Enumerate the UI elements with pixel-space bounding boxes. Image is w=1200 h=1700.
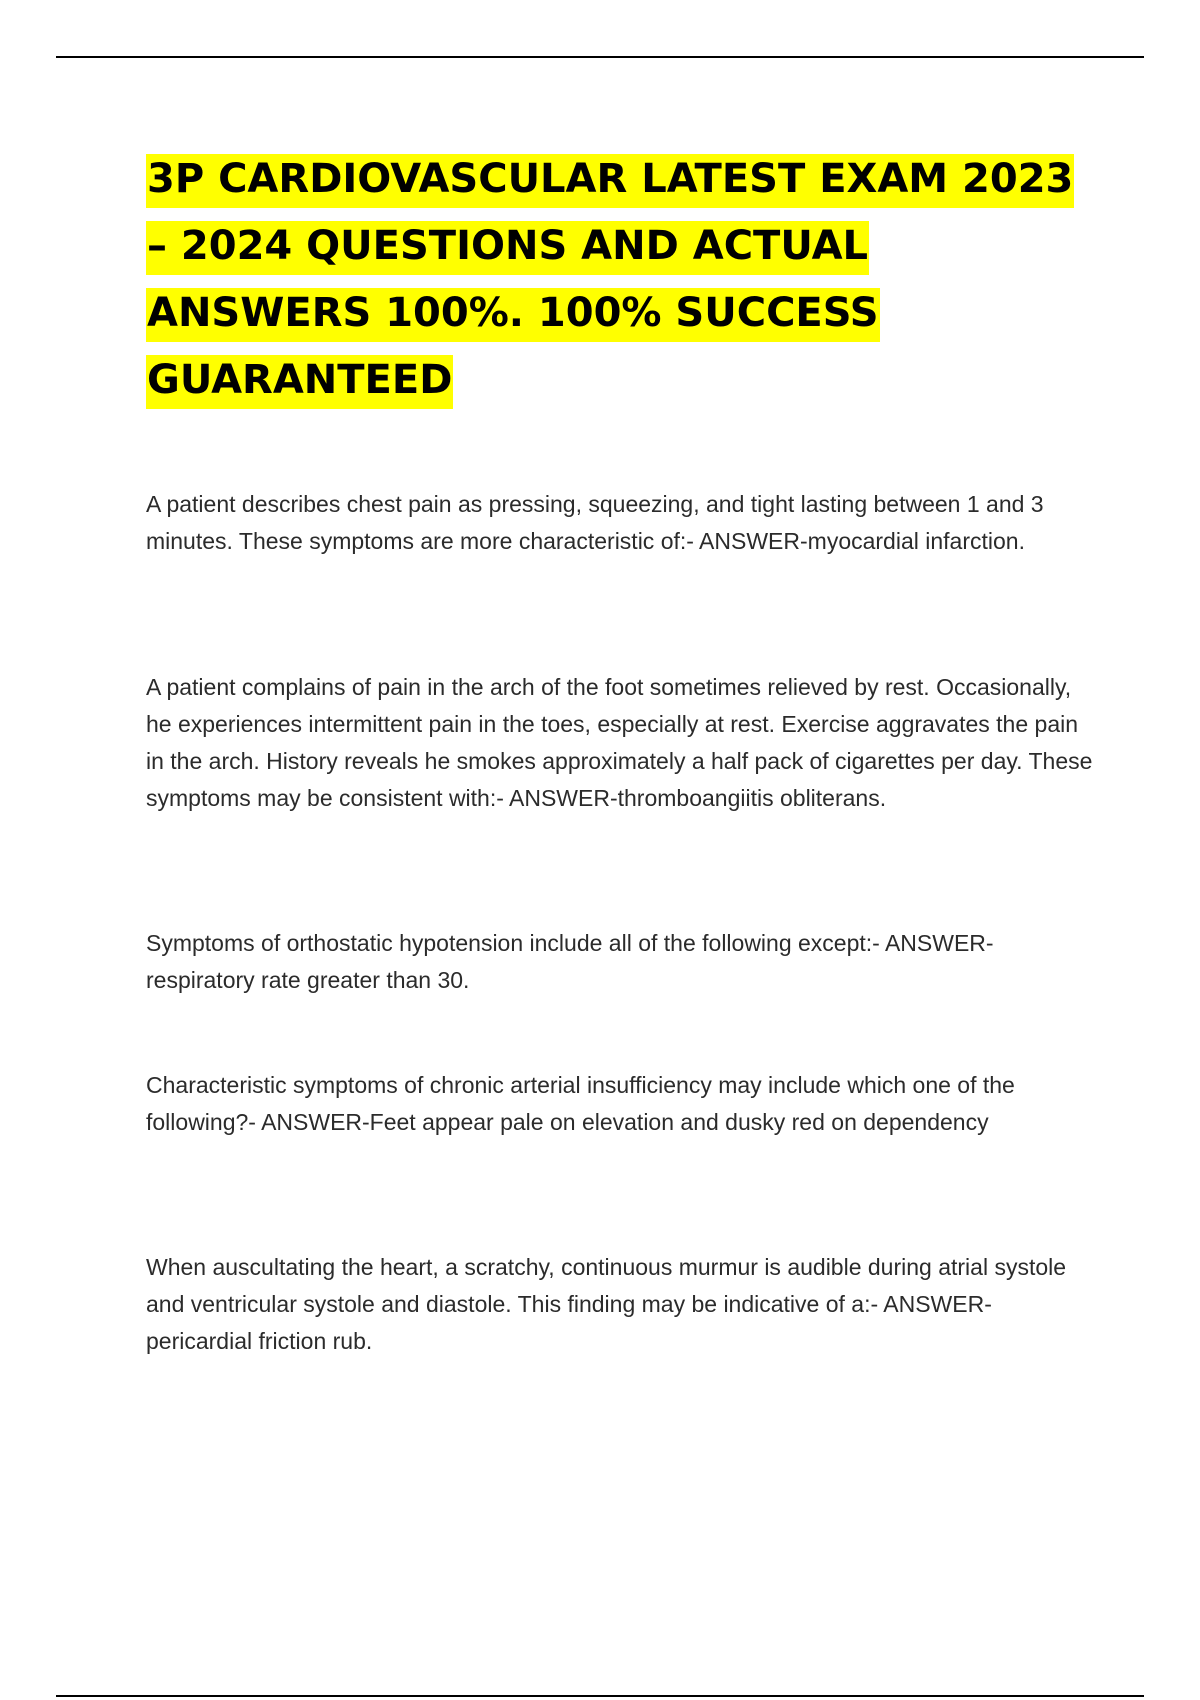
- qa-item-4: Characteristic symptoms of chronic arterial insufficiency may include which one of the following?- ANSWER-Feet appear pale on elevation and dusky red on dependency: [146, 1072, 1015, 1135]
- qa-item-3: Symptoms of orthostatic hypotension include all of the following except:- ANSWER-respiratory rate greater than 30.: [146, 930, 994, 993]
- top-rule: [56, 56, 1144, 58]
- document-title: [146, 146, 1096, 414]
- qa-item-2: A patient complains of pain in the arch of the foot sometimes relieved by rest. Occasionally, he experiences intermittent pain in the toes, especially at rest. Exercise aggravates the pain in the arch. History reveals he smokes approximately a half pack of cigarettes per day. These symptoms may be consistent with:- ANSWER-thromboangiitis obliterans.: [146, 674, 1093, 811]
- title-highlight: 3P CARDIOVASCULAR LATEST EXAM 2023 – 2024 QUESTIONS AND ACTUAL ANSWERS 100%. 100% SUCCESS GUARANTEED: [146, 154, 1074, 409]
- qa-item-5: When auscultating the heart, a scratchy, continuous murmur is audible during atrial systole and ventricular systole and diastole. This finding may be indicative of a:- ANSWER-pericardial friction rub.: [146, 1254, 1067, 1354]
- qa-item-1: A patient describes chest pain as pressing, squeezing, and tight lasting between 1 and 3 minutes. These symptoms are more characteristic of:- ANSWER-myocardial infarction.: [146, 491, 1044, 554]
- title-block: [146, 146, 1096, 414]
- bottom-rule: [56, 1695, 1144, 1697]
